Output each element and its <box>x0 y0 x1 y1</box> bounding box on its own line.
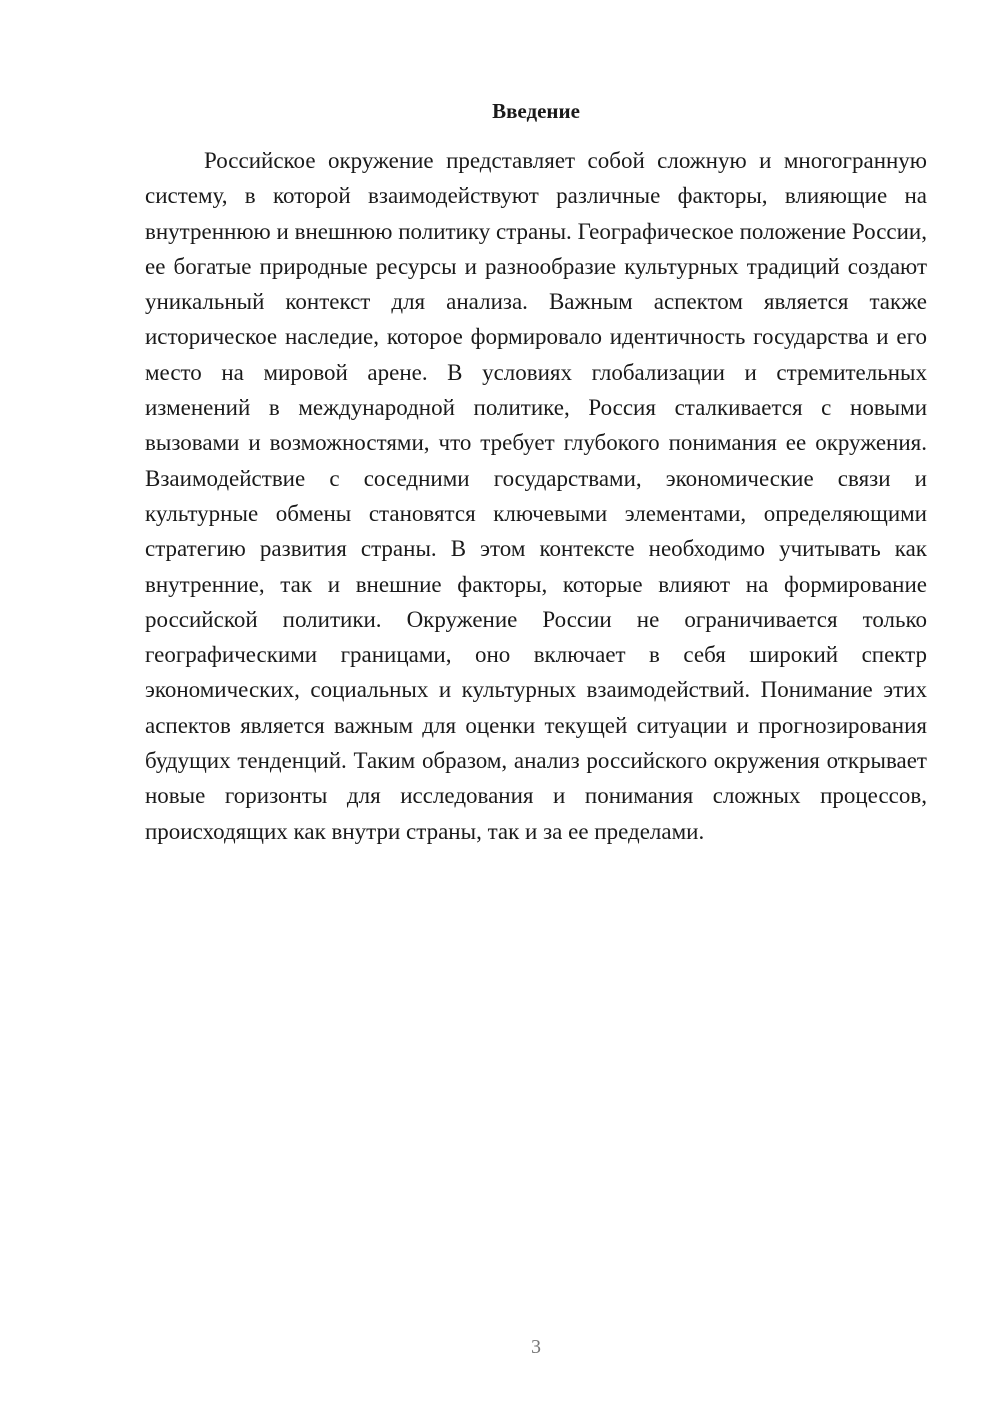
page-number: 3 <box>531 1336 541 1358</box>
section-heading: Введение <box>492 99 580 123</box>
body-paragraph: Российское окружение представляет собой сложную и многогранную систему, в которой взаимодействуют различные факторы, влияющие на внутреннюю и внешнюю политику страны. Географическое положение России, ее богатые природные ресурсы и разнообразие культурных традиций создают уникальный контекст для анализа. Важным аспектом является также историческое наследие, которое формировало идентичность государства и его место на мировой арене. В условиях глобализации и стремительных изменений в международной политике, Россия сталкивается с новыми вызовами и возможностями, что требует глубокого понимания ее окружения. Взаимодействие с соседними государствами, экономические связи и культурные обмены становятся ключевыми элементами, определяющими стратегию развития страны. В этом контексте необходимо учитывать как внутренние, так и внешние факторы, которые влияют на формирование российской политики. Окружение России не ограничивается только географическими границами, оно включает в себя широкий спектр экономических, социальных и культурных взаимодействий. Понимание этих аспектов является важным для оценки текущей ситуации и прогнозирования будущих тенденций. Таким образом, анализ российского окружения открывает новые горизонты для исследования и понимания сложных процессов, происходящих как внутри страны, так и за ее пределами. <box>145 148 927 844</box>
